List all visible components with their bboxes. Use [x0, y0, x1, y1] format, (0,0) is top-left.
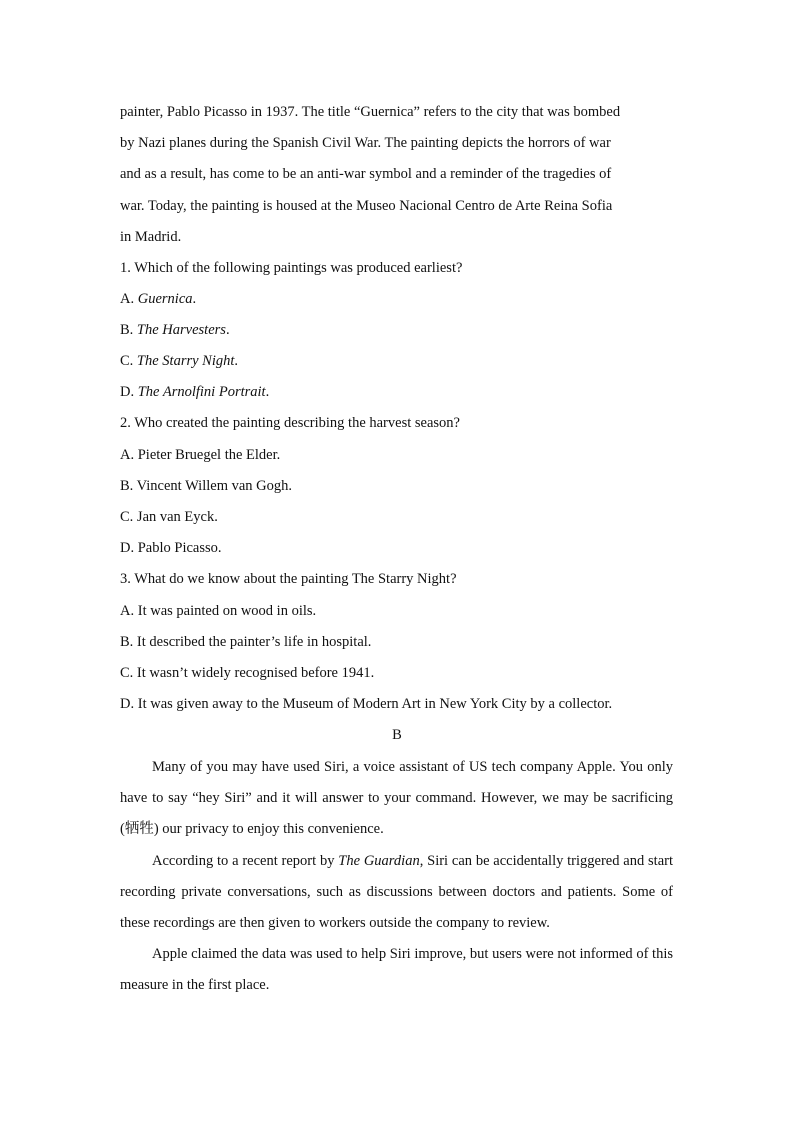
- passage-a-line: painter, Pablo Picasso in 1937. The title “Guernica” refers to the city that was bombed: [120, 104, 621, 120]
- option-letter: A.: [120, 603, 138, 619]
- option-text: Vincent Willem van Gogh.: [136, 478, 293, 494]
- option-text: It was painted on wood in oils.: [137, 603, 317, 619]
- passage-b: [120, 752, 673, 1002]
- passage-a-line: and as a result, has come to be an anti-war symbol and a reminder of the tragedies of: [120, 166, 612, 183]
- option-letter: C.: [120, 353, 137, 369]
- option-letter: B.: [120, 478, 137, 494]
- question-3-option-a: [120, 596, 680, 627]
- option-text: The Starry Night: [136, 353, 235, 369]
- question-1-option-c: [120, 346, 680, 377]
- question-2-option-c: [120, 502, 680, 533]
- question-1-stem: 1. Which of the following paintings was produced earliest?: [120, 260, 463, 276]
- option-text: Pieter Bruegel the Elder.: [137, 447, 281, 463]
- passage-a-line: by Nazi planes during the Spanish Civil War. The painting depicts the horrors of war: [120, 135, 611, 152]
- option-tail: .: [192, 291, 197, 307]
- option-text: The Arnolfini Portrait: [137, 384, 266, 400]
- option-text: It wasn’t widely recognised before 1941.: [136, 665, 375, 681]
- question-1-option-b: [120, 315, 680, 346]
- option-tail: .: [265, 384, 270, 400]
- option-letter: B.: [120, 322, 137, 338]
- question-3-option-b: [120, 627, 680, 658]
- newspaper-title: The Guardian: [338, 852, 420, 869]
- option-tail: .: [234, 353, 239, 369]
- passage-b-paragraph-3: Apple claimed the data was used to help Siri improve, but users were not informed of this measure in the first place.: [120, 946, 673, 994]
- option-letter: C.: [120, 509, 137, 525]
- option-text: Jan van Eyck.: [136, 509, 218, 525]
- paragraph-text: According to a recent report by: [152, 852, 339, 869]
- option-text: Guernica: [137, 291, 193, 307]
- option-text: The Harvesters: [136, 322, 226, 338]
- question-2-stem: 2. Who created the painting describing the harvest season?: [120, 415, 460, 431]
- passage-a: [120, 97, 673, 253]
- option-text: It described the painter’s life in hospital.: [136, 634, 372, 650]
- option-text: It was given away to the Museum of Modern Art in New York City by a collector.: [137, 696, 613, 712]
- question-1-option-a: [120, 284, 680, 315]
- question-3-option-c: [120, 658, 680, 689]
- question-2-option-a: [120, 440, 680, 471]
- section-heading: B: [392, 727, 402, 743]
- question-2-option-d: [120, 533, 680, 564]
- option-letter: D.: [120, 696, 138, 712]
- option-letter: D.: [120, 384, 138, 400]
- passage-b-paragraph-2: [120, 846, 673, 940]
- option-letter: C.: [120, 665, 137, 681]
- question-1-option-d: [120, 377, 680, 408]
- option-letter: A.: [120, 447, 138, 463]
- paragraph-text: , Siri can be accidentally triggered and start recording private conversations, such as discussions between doctors and patients. Some of these recordings are then given to workers outside the company to review.: [120, 852, 673, 932]
- passage-a-line: in Madrid.: [120, 228, 182, 245]
- option-text: Pablo Picasso.: [137, 540, 222, 556]
- option-letter: A.: [120, 291, 138, 307]
- question-2-option-b: [120, 471, 680, 502]
- question-3-stem: 3. What do we know about the painting The Starry Night?: [120, 571, 457, 587]
- passage-a-line: war. Today, the painting is housed at the Museo Nacional Centro de Arte Reina Sofia: [120, 197, 613, 214]
- option-letter: D.: [120, 540, 138, 556]
- option-letter: B.: [120, 634, 137, 650]
- option-tail: .: [225, 322, 230, 338]
- question-3-option-d: [120, 689, 680, 720]
- passage-b-paragraph-1: Many of you may have used Siri, a voice assistant of US tech company Apple. You only have to say “hey Siri” and it will answer to your command. However, we may be sacrificing (牺牲) our privacy to enjoy this convenience.: [120, 759, 673, 838]
